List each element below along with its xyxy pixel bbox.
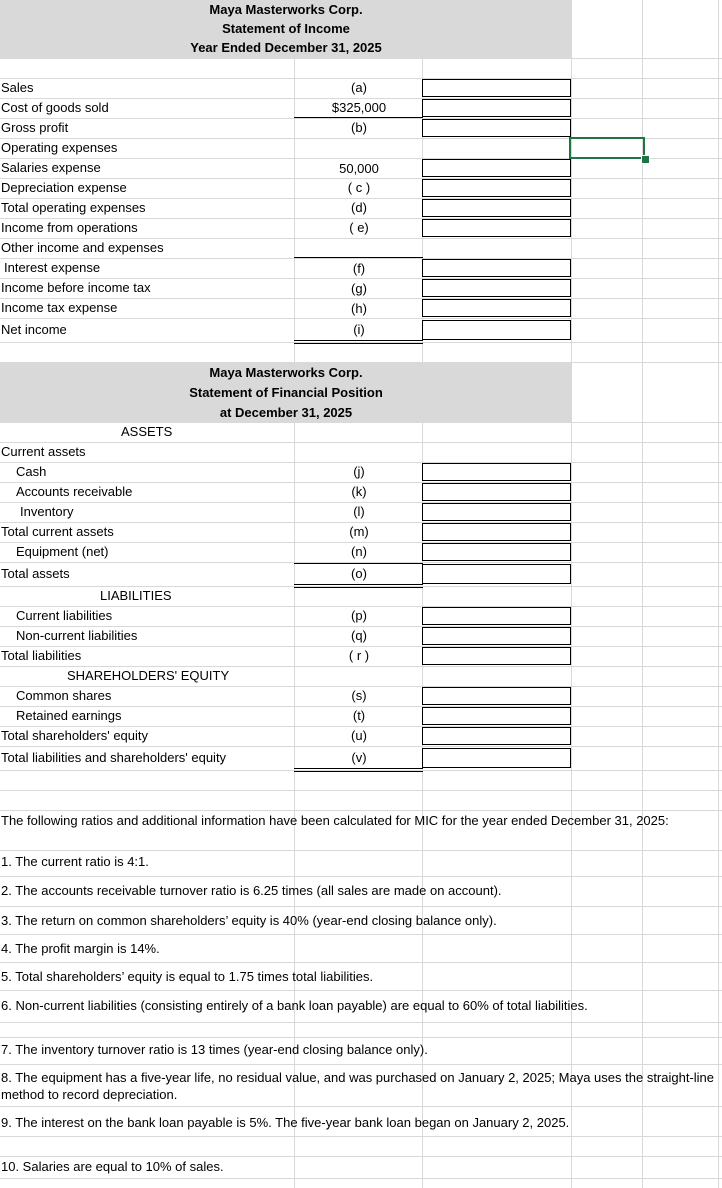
- answer-cell-m[interactable]: [422, 523, 571, 541]
- row-value: (a): [351, 80, 367, 95]
- note-9: 9. The interest on the bank loan payable is 5%. The five-year bank loan began on January 2, 2025.: [1, 1115, 570, 1130]
- answer-cell-p[interactable]: [422, 607, 571, 625]
- note-6: 6. Non-current liabilities (consisting entirely of a bank loan payable) are equal to 60% of total liabilities.: [1, 998, 588, 1013]
- row-value: (b): [351, 120, 367, 135]
- row-label: Salaries expense: [1, 160, 101, 175]
- subtotal-rule: [294, 257, 423, 258]
- row-value: (u): [351, 728, 367, 743]
- position-period: at December 31, 2025: [219, 405, 353, 420]
- row-value: (g): [351, 281, 367, 296]
- current-assets-heading: Current assets: [1, 444, 86, 459]
- row-label: Common shares: [16, 688, 112, 703]
- row-label: Total shareholders' equity: [1, 728, 149, 743]
- row-value: (v): [351, 750, 367, 765]
- answer-cell-r[interactable]: [422, 647, 571, 665]
- row-label: Total operating expenses: [1, 200, 146, 215]
- row-value: (t): [352, 708, 366, 723]
- answer-cell-e[interactable]: [422, 219, 571, 237]
- answer-cell-h[interactable]: [422, 299, 571, 317]
- row-label: Interest expense: [4, 260, 101, 275]
- answer-cell-i[interactable]: [422, 320, 571, 340]
- answer-cell-g[interactable]: [422, 279, 571, 297]
- subtotal-rule: [294, 563, 423, 564]
- row-value: (h): [351, 301, 367, 316]
- answer-cell-a[interactable]: [422, 79, 571, 97]
- income-period: Year Ended December 31, 2025: [190, 40, 382, 55]
- row-label: Depreciation expense: [1, 180, 127, 195]
- double-rule: [294, 584, 423, 585]
- row-value: ( e): [349, 220, 369, 235]
- notes-intro: The following ratios and additional information have been calculated for MIC for the year ended December 31, 2025:: [1, 813, 669, 828]
- row-label: Total current assets: [1, 524, 114, 539]
- note-10: 10. Salaries are equal to 10% of sales.: [1, 1159, 224, 1174]
- position-title: Statement of Financial Position: [189, 385, 383, 400]
- row-label: Equipment (net): [16, 544, 109, 559]
- answer-cell-l[interactable]: [422, 503, 571, 521]
- double-rule: [294, 587, 423, 588]
- row-value: (n): [351, 544, 367, 559]
- liabilities-heading: LIABILITIES: [100, 588, 172, 603]
- row-value: (j): [353, 464, 365, 479]
- answer-cell-b[interactable]: [422, 119, 571, 137]
- row-label: Inventory: [20, 504, 74, 519]
- answer-cell-q[interactable]: [422, 627, 571, 645]
- fill-handle[interactable]: [641, 155, 650, 164]
- income-company: Maya Masterworks Corp.: [209, 2, 363, 17]
- row-label: Other income and expenses: [1, 240, 164, 255]
- position-company: Maya Masterworks Corp.: [209, 365, 363, 380]
- note-4: 4. The profit margin is 14%.: [1, 941, 160, 956]
- row-label: Total liabilities: [1, 648, 82, 663]
- row-label: Non-current liabilities: [16, 628, 138, 643]
- row-label: Net income: [1, 322, 67, 337]
- answer-cell-salaries[interactable]: [422, 159, 571, 177]
- row-value: (q): [351, 628, 367, 643]
- note-7: 7. The inventory turnover ratio is 13 times (year-end closing balance only).: [1, 1042, 428, 1057]
- row-label: Current liabilities: [16, 608, 113, 623]
- double-rule: [294, 768, 423, 769]
- row-value: (i): [353, 322, 365, 337]
- row-label: Total assets: [1, 566, 70, 581]
- row-label: Income before income tax: [1, 280, 151, 295]
- answer-cell-f[interactable]: [422, 259, 571, 277]
- note-3: 3. The return on common shareholders’ equity is 40% (year-end closing balance only).: [1, 913, 497, 928]
- answer-cell-d[interactable]: [422, 199, 571, 217]
- income-title: Statement of Income: [222, 21, 350, 36]
- answer-cell-k[interactable]: [422, 483, 571, 501]
- row-label: Income from operations: [1, 220, 138, 235]
- answer-cell-s[interactable]: [422, 687, 571, 705]
- row-value: ( c ): [347, 180, 371, 195]
- answer-cell-n[interactable]: [422, 543, 571, 561]
- row-label: Sales: [1, 80, 34, 95]
- answer-cell-t[interactable]: [422, 707, 571, 725]
- row-label: Retained earnings: [16, 708, 122, 723]
- row-value: (m): [349, 524, 369, 539]
- answer-cell-j[interactable]: [422, 463, 571, 481]
- row-value: 50,000: [339, 161, 379, 176]
- row-value: (s): [351, 688, 367, 703]
- answer-cell-o[interactable]: [422, 564, 571, 584]
- equity-heading: SHAREHOLDERS' EQUITY: [67, 668, 230, 683]
- row-label: Total liabilities and shareholders' equity: [1, 750, 227, 765]
- row-value: (f): [352, 261, 366, 276]
- row-label: Accounts receivable: [16, 484, 133, 499]
- selected-cell[interactable]: [569, 137, 645, 159]
- double-rule: [294, 771, 423, 772]
- assets-heading: ASSETS: [121, 424, 173, 439]
- double-rule: [294, 343, 423, 344]
- row-value: (p): [351, 608, 367, 623]
- row-value: $325,000: [331, 100, 387, 115]
- row-label: Cost of goods sold: [1, 100, 109, 115]
- row-value: (k): [351, 484, 367, 499]
- row-value: ( r ): [348, 648, 370, 663]
- answer-cell-cogs[interactable]: [422, 99, 571, 117]
- note-8: 8. The equipment has a five-year life, no residual value, and was purchased on January 2, 2025; Maya uses the straight-line method to record depreciation.: [1, 1070, 715, 1102]
- row-label: Operating expenses: [1, 140, 118, 155]
- note-1: 1. The current ratio is 4:1.: [1, 854, 149, 869]
- row-label: Cash: [16, 464, 47, 479]
- note-5: 5. Total shareholders’ equity is equal to 1.75 times total liabilities.: [1, 969, 374, 984]
- row-label: Income tax expense: [1, 300, 118, 315]
- row-value: (o): [351, 566, 367, 581]
- answer-cell-c[interactable]: [422, 179, 571, 197]
- row-label: Gross profit: [1, 120, 69, 135]
- double-rule: [294, 340, 423, 341]
- row-value: (d): [351, 200, 367, 215]
- answer-cell-v[interactable]: [422, 748, 571, 768]
- row-value: (l): [353, 504, 365, 519]
- note-2: 2. The accounts receivable turnover ratio is 6.25 times (all sales are made on account).: [1, 883, 502, 898]
- answer-cell-u[interactable]: [422, 727, 571, 745]
